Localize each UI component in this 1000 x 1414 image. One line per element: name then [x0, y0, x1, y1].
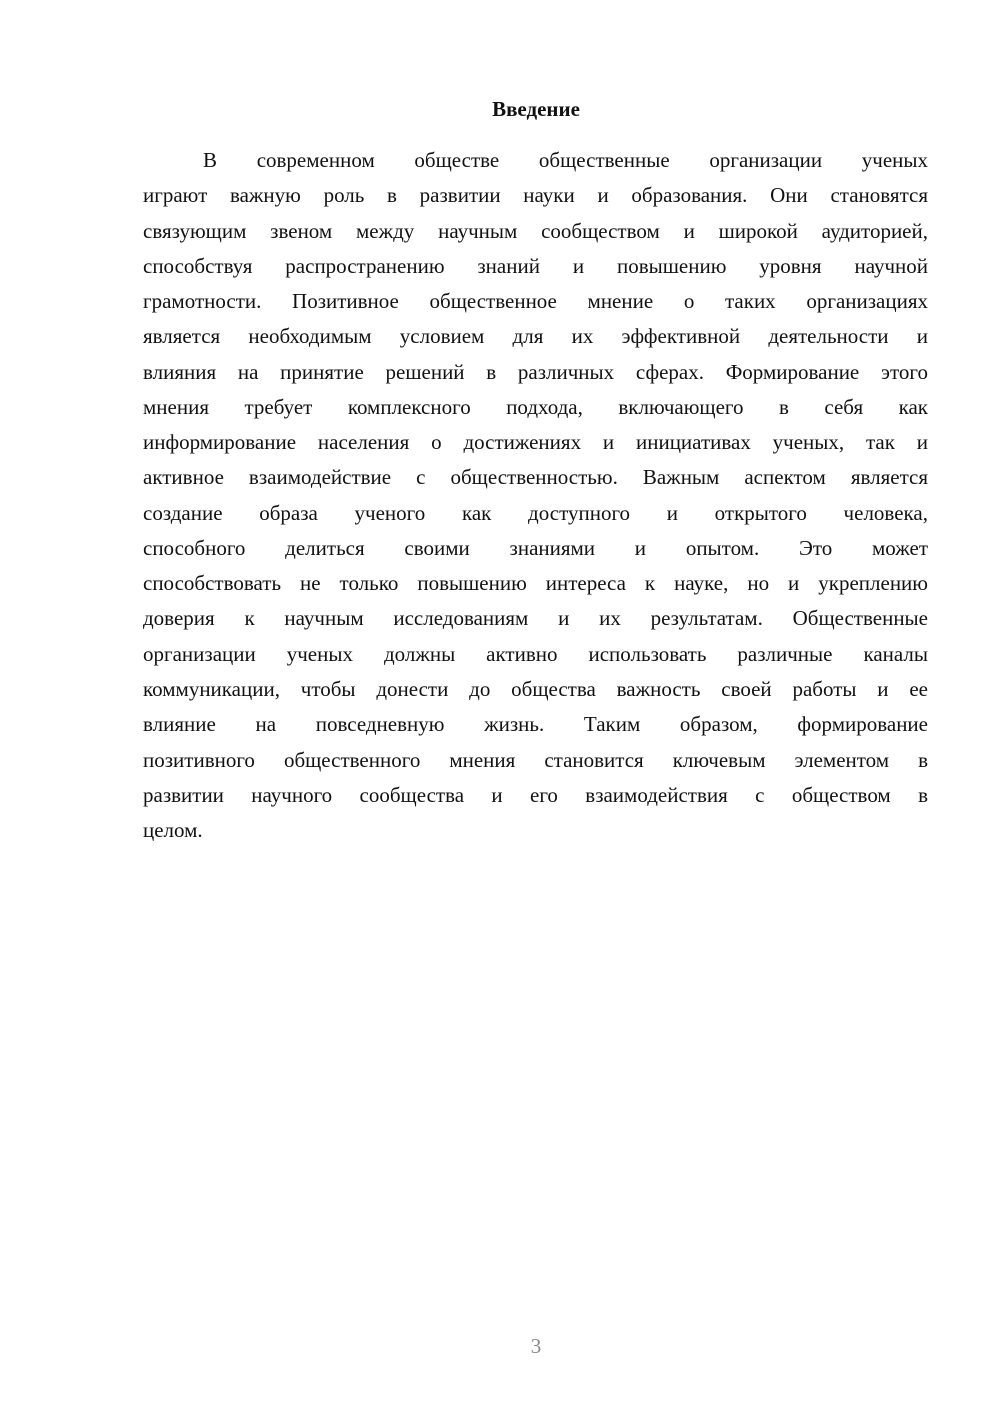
paragraph-line: играют важную роль в развитии науки и образования. Они становятся: [143, 183, 928, 208]
paragraph-line: активное взаимодействие с общественностью. Важным аспектом является: [143, 465, 928, 490]
paragraph-line: коммуникации, чтобы донести до общества важность своей работы и ее: [143, 676, 928, 701]
paragraph-line: развитии научного сообщества и его взаимодействия с обществом в: [143, 782, 928, 807]
introduction-paragraph: [143, 143, 928, 848]
paragraph-line: доверия к научным исследованиям и их результатам. Общественные: [143, 606, 928, 631]
paragraph-line: позитивного общественного мнения становится ключевым элементом в: [143, 747, 928, 772]
paragraph-line: способного делиться своими знаниями и опытом. Это может: [143, 535, 928, 560]
section-title: Введение: [492, 97, 580, 121]
paragraph-line: создание образа ученого как доступного и открытого человека,: [143, 500, 928, 525]
paragraph-line: влияния на принятие решений в различных сферах. Формирование этого: [143, 359, 928, 384]
paragraph-line: информирование населения о достижениях и инициативах ученых, так и: [143, 430, 928, 455]
paragraph-line: способствовать не только повышению интереса к науке, но и укреплению: [143, 571, 928, 596]
paragraph-line: грамотности. Позитивное общественное мнение о таких организациях: [143, 289, 928, 314]
paragraph-line: целом.: [143, 818, 203, 843]
paragraph-line: организации ученых должны активно использовать различные каналы: [143, 641, 928, 666]
paragraph-line: В современном обществе общественные организации ученых: [203, 148, 928, 172]
paragraph-line: мнения требует комплексного подхода, включающего в себя как: [143, 394, 928, 419]
paragraph-line: влияние на повседневную жизнь. Таким образом, формирование: [143, 712, 928, 737]
paragraph-line: способствуя распространению знаний и повышению уровня научной: [143, 253, 928, 278]
paragraph-line: является необходимым условием для их эффективной деятельности и: [143, 324, 928, 349]
paragraph-line: связующим звеном между научным сообществом и широкой аудиторией,: [143, 218, 928, 243]
page-number: 3: [530, 1334, 542, 1358]
